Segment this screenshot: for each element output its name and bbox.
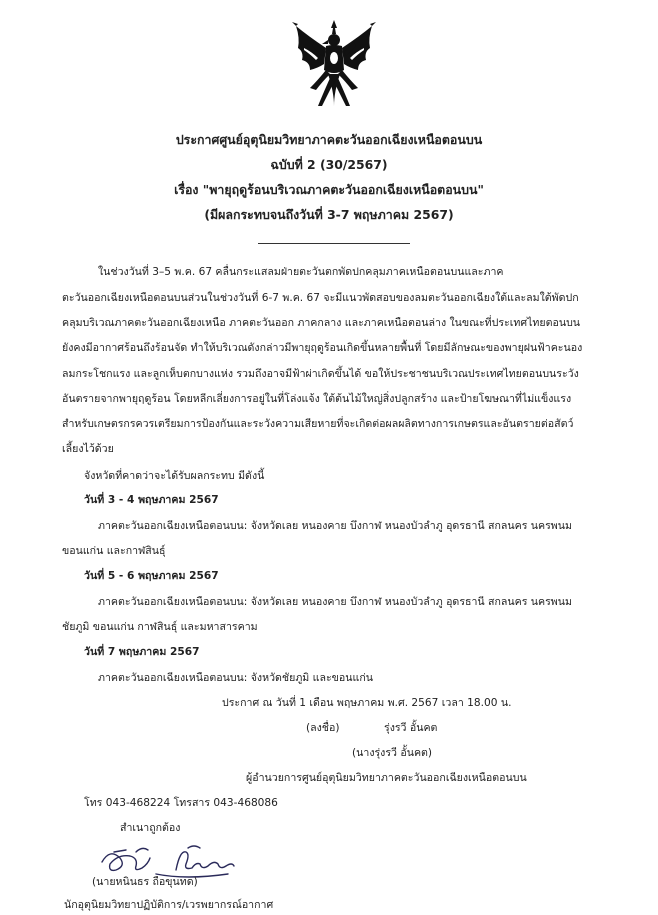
certifier-position: นักอุตุนิยมวิทยาปฏิบัติการ/เวรพยากรณ์อากาศ (64, 899, 274, 911)
subject-line: เรื่อง "พายุฤดูร้อนบริเวณภาคตะวันออกเฉียงเหนือตอนบน" (174, 182, 484, 197)
paragraph-line: เลี้ยงไว้ด้วย (62, 443, 114, 455)
paragraph-line: ลมกระโชกแรง และลูกเห็บตกบางแห่ง รวมถึงอาจมีฟ้าผ่าเกิดขึ้นได้ ขอให้ประชาชนบริเวณประเทศไทยตอนบนระวัง (62, 368, 579, 380)
period-date: วันที่ 7 พฤษภาคม 2567 (84, 646, 200, 658)
signatory-position: ผู้อำนวยการศูนย์อุตุนิยมวิทยาภาคตะวันออกเฉียงเหนือตอนบน (246, 772, 527, 784)
period-date: วันที่ 5 - 6 พฤษภาคม 2567 (84, 570, 219, 582)
paragraph-line: ในช่วงวันที่ 3–5 พ.ค. 67 คลื่นกระแสลมฝ่ายตะวันตกพัดปกคลุมภาคเหนือตอนบนและภาค (98, 266, 504, 278)
period-line: ขอนแก่น และกาฬสินธุ์ (62, 545, 166, 557)
signatory-name: รุ่งรวี อั้นคต (384, 722, 438, 734)
issue-number: ฉบับที่ 2 (30/2567) (270, 157, 388, 172)
period-line: ชัยภูมิ ขอนแก่น กาฬสินธุ์ และมหาสารคาม (62, 621, 258, 633)
contact-info: โทร 043-468224 โทรสาร 043-468086 (84, 797, 278, 809)
paragraph-line: สำหรับเกษตรกรควรเตรียมการป้องกันและระวังความเสียหายที่จะเกิดต่อผลผลิตทางการเกษตรและอันตรายต่อสัตว์ (62, 418, 574, 430)
affected-intro: จังหวัดที่คาดว่าจะได้รับผลกระทบ มีดังนี้ (84, 470, 265, 482)
paragraph-line: ยังคงมีอากาศร้อนถึงร้อนจัด ทำให้บริเวณดังกล่าวมีพายุฤดูร้อนเกิดขึ้นหลายพื้นที่ โดยมีลักษณะของพายุฝนฟ้าคะนอง (62, 342, 583, 354)
effective-period: (มีผลกระทบจนถึงวันที่ 3-7 พฤษภาคม 2567) (204, 207, 454, 222)
period-line: ภาคตะวันออกเฉียงเหนือตอนบน: จังหวัดเลย หนองคาย บึงกาฬ หนองบัวลำภู อุดรธานี สกลนคร นครพนม (98, 520, 573, 532)
certifier-name: (นายหนินธร ถือขุนทด) (92, 876, 198, 888)
certified-copy-label: สำเนาถูกต้อง (120, 822, 181, 834)
paragraph-line: อันตรายจากพายุฤดูร้อน โดยหลีกเลี่ยงการอยู่ในที่โล่งแจ้ง ใต้ต้นไม้ใหญ่สิ่งปลูกสร้าง และป้ายโฆษณาที่ไม่แข็งแรง (62, 393, 572, 405)
announcement-date: ประกาศ ณ วันที่ 1 เดือน พฤษภาคม พ.ศ. 2567 เวลา 18.00 น. (222, 697, 512, 709)
paragraph-line: คลุมบริเวณภาคตะวันออกเฉียงเหนือ ภาคตะวันออก ภาคกลาง และภาคเหนือตอนล่าง ในขณะที่ประเทศไทยตอนบน (62, 317, 581, 329)
announcement-title: ประกาศศูนย์อุตุนิยมวิทยาภาคตะวันออกเฉียงเหนือตอนบน (175, 132, 483, 147)
period-line: ภาคตะวันออกเฉียงเหนือตอนบน: จังหวัดชัยภูมิ และขอนแก่น (98, 672, 373, 684)
paragraph-line: ตะวันออกเฉียงเหนือตอนบนส่วนในช่วงวันที่ 6-7 พ.ค. 67 จะมีแนวพัดสอบของลมตะวันออกเฉียงใต้และลมใต้พัดปก (62, 292, 579, 304)
sign-label: (ลงชื่อ) (306, 722, 340, 734)
period-line: ภาคตะวันออกเฉียงเหนือตอนบน: จังหวัดเลย หนองคาย บึงกาฬ หนองบัวลำภู อุดรธานี สกลนคร นครพนม (98, 596, 573, 608)
signatory-full-name: (นางรุ่งรวี อั้นคต) (352, 747, 433, 759)
garuda-emblem-icon (288, 18, 380, 110)
period-date: วันที่ 3 - 4 พฤษภาคม 2567 (84, 494, 219, 506)
header-divider (258, 243, 410, 244)
